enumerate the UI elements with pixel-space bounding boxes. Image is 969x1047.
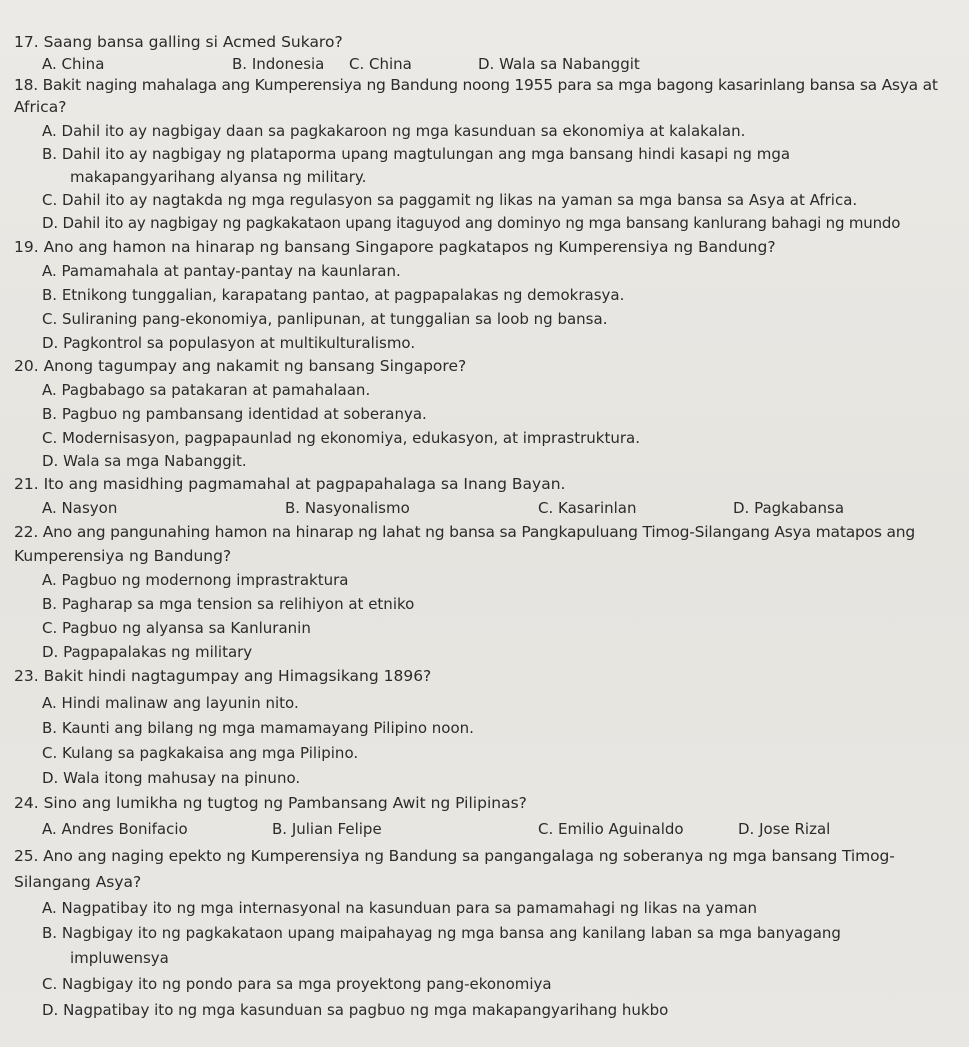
q20-option-d: D. Wala sa mga Nabanggit.	[42, 452, 247, 470]
q19-option-a: A. Pamamahala at pantay-pantay na kaunlaran.	[42, 262, 401, 280]
q21-option-d: D. Pagkabansa	[733, 499, 845, 517]
q20-option-b: B. Pagbuo ng pambansang identidad at soberanya.	[42, 405, 427, 423]
question-20: 20. Anong tagumpay ang nakamit ng bansang Singapore?	[14, 357, 467, 375]
q24-option-c: C. Emilio Aguinaldo	[538, 820, 684, 838]
q18-option-b-line1: B. Dahil ito ay nagbigay ng plataporma upang magtulungan ang mga bansang hindi kasapi ng mga	[42, 145, 791, 163]
question-22-line2: Kumperensiya ng Bandung?	[14, 547, 232, 565]
q24-option-a: A. Andres Bonifacio	[42, 820, 188, 838]
q21-option-a: A. Nasyon	[42, 499, 118, 517]
q18-option-a: A. Dahil ito ay nagbigay daan sa pagkakaroon ng mga kasunduan sa ekonomiya at kalakalan.	[42, 122, 746, 140]
q17-option-b: B. Indonesia	[232, 55, 325, 73]
q25-option-b-line2: impluwensya	[70, 949, 169, 967]
q17-option-c: C. China	[349, 55, 412, 73]
question-17: 17. Saang bansa galling si Acmed Sukaro?	[14, 33, 343, 51]
q18-option-d: D. Dahil ito ay nagbigay ng pagkakataon upang itaguyod ang dominyo ng mga bansang kanlurang bahagi ng mundo	[42, 214, 901, 232]
q21-option-b: B. Nasyonalismo	[285, 499, 410, 517]
q19-option-d: D. Pagkontrol sa populasyon at multikulturalismo.	[42, 334, 416, 352]
question-18-line1: 18. Bakit naging mahalaga ang Kumperensiya ng Bandung noong 1955 para sa mga bagong kasarinlang bansa sa Asya at	[14, 76, 938, 94]
q19-option-b: B. Etnikong tunggalian, karapatang pantao, at pagpapalakas ng demokrasya.	[42, 286, 625, 304]
q19-option-c: C. Suliraning pang-ekonomiya, panlipunan, at tunggalian sa loob ng bansa.	[42, 310, 608, 328]
q23-option-b: B. Kaunti ang bilang ng mga mamamayang Pilipino noon.	[42, 719, 474, 737]
q24-option-b: B. Julian Felipe	[272, 820, 382, 838]
question-21: 21. Ito ang masidhing pagmamahal at pagpapahalaga sa Inang Bayan.	[14, 475, 566, 493]
q25-option-d: D. Nagpatibay ito ng mga kasunduan sa pagbuo ng mga makapangyarihang hukbo	[42, 1001, 669, 1019]
q22-option-b: B. Pagharap sa mga tension sa relihiyon at etniko	[42, 595, 415, 613]
q17-option-a: A. China	[42, 55, 105, 73]
q20-option-c: C. Modernisasyon, pagpapaunlad ng ekonomiya, edukasyon, at imprastruktura.	[42, 429, 640, 447]
q25-option-b-line1: B. Nagbigay ito ng pagkakataon upang maipahayag ng mga bansa ang kanilang laban sa mga banyagang	[42, 924, 841, 942]
q23-option-c: C. Kulang sa pagkakaisa ang mga Pilipino.	[42, 744, 359, 762]
question-25-line2: Silangang Asya?	[14, 873, 142, 891]
q25-option-c: C. Nagbigay ito ng pondo para sa mga proyektong pang-ekonomiya	[42, 975, 552, 993]
q24-option-d: D. Jose Rizal	[738, 820, 831, 838]
question-18-line2: Africa?	[14, 98, 67, 116]
q18-option-c: C. Dahil ito ay nagtakda ng mga regulasyon sa paggamit ng likas na yaman sa mga bansa sa Asya at Africa.	[42, 191, 858, 209]
question-19: 19. Ano ang hamon na hinarap ng bansang Singapore pagkatapos ng Kumperensiya ng Bandung?	[14, 238, 776, 256]
question-25-line1: 25. Ano ang naging epekto ng Kumperensiya ng Bandung sa pangangalaga ng soberanya ng mga bansang Timog-	[14, 847, 895, 865]
question-24: 24. Sino ang lumikha ng tugtog ng Pambansang Awit ng Pilipinas?	[14, 794, 527, 812]
q20-option-a: A. Pagbabago sa patakaran at pamahalaan.	[42, 381, 371, 399]
q25-option-a: A. Nagpatibay ito ng mga internasyonal na kasunduan para sa pamamahagi ng likas na yaman	[42, 899, 758, 917]
q18-option-b-line2: makapangyarihang alyansa ng military.	[70, 168, 367, 186]
question-22-line1: 22. Ano ang pangunahing hamon na hinarap ng lahat ng bansa sa Pangkapuluang Timog-Silangang Asya matapos ang	[14, 523, 916, 541]
q22-option-d: D. Pagpapalakas ng military	[42, 643, 253, 661]
q21-option-c: C. Kasarinlan	[538, 499, 637, 517]
q23-option-a: A. Hindi malinaw ang layunin nito.	[42, 694, 299, 712]
q22-option-c: C. Pagbuo ng alyansa sa Kanluranin	[42, 619, 311, 637]
q23-option-d: D. Wala itong mahusay na pinuno.	[42, 769, 301, 787]
q17-option-d: D. Wala sa Nabanggit	[478, 55, 640, 73]
q22-option-a: A. Pagbuo ng modernong imprastraktura	[42, 571, 349, 589]
question-23: 23. Bakit hindi nagtagumpay ang Himagsikang 1896?	[14, 667, 432, 685]
